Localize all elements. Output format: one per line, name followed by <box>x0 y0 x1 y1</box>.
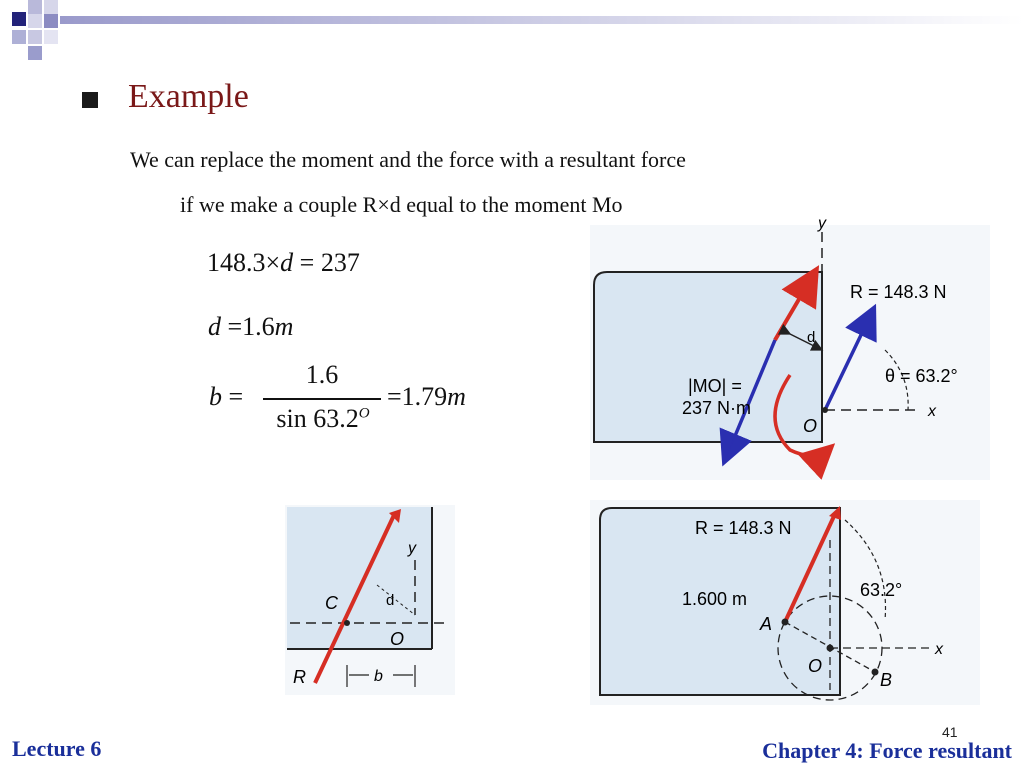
eq3-denominator <box>261 404 385 434</box>
point-A <box>782 619 789 626</box>
header-decoration <box>0 0 1024 70</box>
point-O <box>822 407 828 413</box>
eq2-unit: m <box>274 312 294 341</box>
eq2-rhs: =1.6 <box>221 312 275 341</box>
point-C <box>344 620 350 626</box>
equation-3 <box>205 358 505 438</box>
label-O: O <box>803 416 818 436</box>
x-axis-label: x <box>935 641 943 658</box>
footer-right: Chapter 4: Force resultant <box>762 738 1012 763</box>
plate-corner <box>287 507 432 649</box>
eq3-rhs: =1.79 <box>387 382 448 411</box>
point-B <box>872 669 879 676</box>
eq2-var: d <box>208 312 221 341</box>
eq3-unit: m <box>447 382 466 411</box>
title-bullet <box>82 92 98 108</box>
eq1-lhs: 148.3× <box>207 248 281 277</box>
eq3-numerator: 1.6 <box>305 360 339 389</box>
slide-title: Example <box>128 78 249 115</box>
label-theta: θ = 63.2° <box>885 366 958 386</box>
figure-bottom-right <box>590 500 980 705</box>
label-R: R = 148.3 N <box>850 282 947 302</box>
label-b: b <box>374 668 383 685</box>
page-number: 41 <box>942 724 958 740</box>
label-R: R <box>293 667 306 687</box>
label-moment-value: 237 N·m <box>682 398 752 418</box>
equation-2 <box>208 312 293 342</box>
y-axis-label: y <box>408 540 416 557</box>
label-B: B <box>880 670 893 690</box>
eq1-var: d <box>280 248 294 277</box>
body-line-2: if we make a couple R×d equal to the moment Mo <box>180 192 623 217</box>
point-O <box>827 645 834 652</box>
figure-bottom-left <box>285 505 455 695</box>
eq3-eq: = <box>222 382 244 411</box>
x-axis-label: x <box>928 403 936 420</box>
y-axis-label: y <box>818 215 826 232</box>
label-O: O <box>808 656 823 676</box>
equation-1 <box>207 248 360 278</box>
label-distance: 1.600 m <box>682 589 748 609</box>
label-d: d <box>807 329 816 346</box>
label-O: O <box>390 629 405 649</box>
label-angle: 63.2° <box>860 580 903 600</box>
fraction-bar <box>263 398 381 400</box>
label-R: R = 148.3 N <box>695 518 792 538</box>
eq3-den-a: sin 63.2 <box>276 404 359 433</box>
label-moment: |MO| = <box>688 376 742 396</box>
label-d: d <box>386 592 395 609</box>
label-A: A <box>760 614 773 634</box>
body-line-1: We can replace the moment and the force with a resultant force <box>130 147 686 172</box>
eq3-var: b <box>209 382 222 411</box>
eq3-den-sup: O <box>358 405 370 422</box>
figure-top <box>560 210 990 480</box>
label-C: C <box>325 593 338 613</box>
footer-left: Lecture 6 <box>12 736 102 761</box>
eq1-rhs: = 237 <box>293 248 360 277</box>
